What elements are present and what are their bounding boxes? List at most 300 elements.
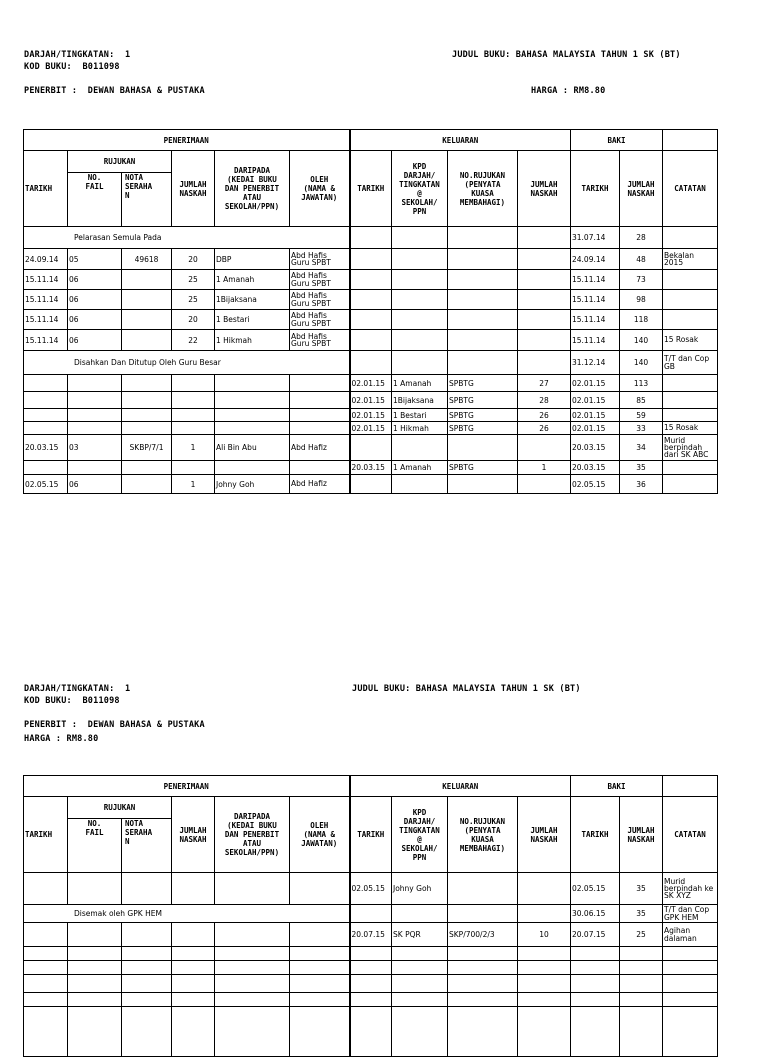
jumlah-naskah-cell: 1 <box>172 435 215 461</box>
tarikh-cell: 15.11.14 <box>24 330 68 351</box>
keluaran-jumlah-cell: 10 <box>518 923 571 947</box>
catatan-cell <box>663 392 718 409</box>
jumlah-naskah-cell <box>172 975 215 993</box>
tarikh-cell: 15.11.14 <box>24 290 68 310</box>
tarikh-cell: 20.03.15 <box>24 435 68 461</box>
oleh-cell <box>290 1007 350 1057</box>
baki-tarikh-cell: 31.12.14 <box>571 351 620 375</box>
tarikh-cell <box>24 873 68 905</box>
nota-serahan-cell <box>122 947 172 961</box>
catatan-cell <box>663 310 718 330</box>
oleh-cell: Abd Hafiz <box>290 435 350 461</box>
keluaran-tarikh-cell <box>350 310 392 330</box>
baki-jumlah-cell: 59 <box>620 409 663 422</box>
jumlah-naskah-cell <box>172 461 215 475</box>
no-rujukan-cell <box>448 993 518 1007</box>
no-fail-cell: 06 <box>68 475 122 494</box>
keluaran-jumlah-cell <box>518 435 571 461</box>
daripada-header: DARIPADA (KEDAI BUKU DAN PENERBIT ATAU SEKOLAH/PPN) <box>215 797 290 873</box>
oleh-cell: Abd Hafis Guru SPBT <box>290 270 350 290</box>
kod-buku-label-1: KOD BUKU: B011098 <box>24 62 120 72</box>
keluaran-jumlah-header: JUMLAH NASKAH <box>518 151 571 227</box>
table-row <box>24 1007 718 1057</box>
oleh-header: OLEH (NAMA & JAWATAN) <box>290 797 350 873</box>
jumlah-naskah-cell: 20 <box>172 310 215 330</box>
oleh-header: OLEH (NAMA & JAWATAN) <box>290 151 350 227</box>
baki-jumlah-cell <box>620 1007 663 1057</box>
catatan-header: CATATAN <box>663 151 718 227</box>
empty-cell <box>350 227 392 249</box>
no-fail-cell: 06 <box>68 270 122 290</box>
darjah-label-2: DARJAH/TINGKATAN: 1 <box>24 684 131 694</box>
baki-jumlah-cell: 113 <box>620 375 663 392</box>
table-row <box>24 975 718 993</box>
kpd-cell <box>392 975 448 993</box>
table-row <box>24 310 718 330</box>
empty-cell <box>518 351 571 375</box>
baki-jumlah-cell: 36 <box>620 475 663 494</box>
jumlah-naskah-cell <box>172 873 215 905</box>
tarikh-cell <box>24 422 68 435</box>
harga-label-1: HARGA : RM8.80 <box>531 86 606 96</box>
oleh-cell <box>290 993 350 1007</box>
kpd-cell: 1Bijaksana <box>392 392 448 409</box>
keluaran-jumlah-cell <box>518 290 571 310</box>
no-rujukan-cell <box>448 310 518 330</box>
daripada-cell: 1 Amanah <box>215 270 290 290</box>
baki-tarikh-cell: 02.01.15 <box>571 375 620 392</box>
empty-cell <box>392 227 448 249</box>
keluaran-tarikh-cell <box>350 435 392 461</box>
catatan-cell <box>663 975 718 993</box>
tarikh-cell: 15.11.14 <box>24 310 68 330</box>
nota-serahan-cell <box>122 270 172 290</box>
catatan-cell <box>663 993 718 1007</box>
baki-tarikh-cell: 15.11.14 <box>571 290 620 310</box>
empty-cell <box>392 905 448 923</box>
baki-jumlah-cell <box>620 961 663 975</box>
jumlah-naskah-header: JUMLAH NASKAH <box>172 797 215 873</box>
kpd-cell <box>392 475 448 494</box>
oleh-cell <box>290 409 350 422</box>
nota-serahan-cell <box>122 290 172 310</box>
keluaran-tarikh-cell: 02.01.15 <box>350 392 392 409</box>
daripada-cell <box>215 947 290 961</box>
baki-tarikh-cell <box>571 993 620 1007</box>
oleh-cell <box>290 923 350 947</box>
table-row <box>24 249 718 270</box>
nota-serahan-cell <box>122 975 172 993</box>
no-fail-cell <box>68 961 122 975</box>
no-fail-cell <box>68 993 122 1007</box>
daripada-cell <box>215 923 290 947</box>
baki-jumlah-cell: 48 <box>620 249 663 270</box>
keluaran-tarikh-header: TARIKH <box>350 151 392 227</box>
oleh-cell <box>290 947 350 961</box>
baki-tarikh-header: TARIKH <box>571 797 620 873</box>
table-row <box>24 270 718 290</box>
baki-tarikh-cell <box>571 947 620 961</box>
nota-serahan-cell <box>122 461 172 475</box>
catatan-cell <box>663 947 718 961</box>
tarikh-cell <box>24 392 68 409</box>
baki-jumlah-header: JUMLAH NASKAH <box>620 151 663 227</box>
catatan-cell <box>663 961 718 975</box>
baki-jumlah-cell: 85 <box>620 392 663 409</box>
keluaran-jumlah-cell <box>518 270 571 290</box>
blank-header <box>663 130 718 151</box>
rujukan-header: RUJUKAN <box>68 151 172 173</box>
keluaran-tarikh-cell <box>350 290 392 310</box>
no-rujukan-cell <box>448 947 518 961</box>
table-row <box>24 330 718 351</box>
penerimaan-header: PENERIMAAN <box>24 776 350 797</box>
no-fail-cell <box>68 422 122 435</box>
no-fail-header: NO. FAIL <box>68 173 122 227</box>
nota-serahan-cell <box>122 1007 172 1057</box>
nota-serahan-cell <box>122 993 172 1007</box>
table-row <box>24 475 718 494</box>
keluaran-tarikh-cell <box>350 270 392 290</box>
table-row <box>24 947 718 961</box>
keluaran-jumlah-cell: 28 <box>518 392 571 409</box>
no-rujukan-cell <box>448 330 518 351</box>
daripada-cell: Johny Goh <box>215 475 290 494</box>
empty-cell <box>448 227 518 249</box>
baki-tarikh-cell <box>571 975 620 993</box>
kpd-cell: 1 Hikmah <box>392 422 448 435</box>
table-row <box>24 905 718 923</box>
empty-cell <box>392 351 448 375</box>
kpd-header: KPD DARJAH/ TINGKATAN @ SEKOLAH/ PPN <box>392 151 448 227</box>
baki-jumlah-cell: 28 <box>620 227 663 249</box>
oleh-cell <box>290 975 350 993</box>
empty-cell <box>518 227 571 249</box>
keluaran-jumlah-cell: 27 <box>518 375 571 392</box>
keluaran-jumlah-cell <box>518 249 571 270</box>
no-rujukan-cell <box>448 975 518 993</box>
catatan-cell: T/T dan Cop GB <box>663 351 718 375</box>
no-rujukan-cell: SPBTG <box>448 422 518 435</box>
keluaran-tarikh-cell: 02.01.15 <box>350 375 392 392</box>
table-row <box>24 422 718 435</box>
jumlah-naskah-cell <box>172 375 215 392</box>
baki-header: BAKI <box>571 130 663 151</box>
keluaran-tarikh-cell <box>350 961 392 975</box>
table-row <box>24 461 718 475</box>
table-row <box>24 351 718 375</box>
oleh-cell: Abd Hafis Guru SPBT <box>290 249 350 270</box>
table-row <box>24 409 718 422</box>
no-rujukan-cell: SPBTG <box>448 461 518 475</box>
no-rujukan-cell: SPBTG <box>448 392 518 409</box>
jumlah-naskah-cell <box>172 422 215 435</box>
nota-serahan-cell <box>122 961 172 975</box>
tarikh-cell: 15.11.14 <box>24 270 68 290</box>
daripada-header: DARIPADA (KEDAI BUKU DAN PENERBIT ATAU SEKOLAH/PPN) <box>215 151 290 227</box>
keluaran-jumlah-cell <box>518 873 571 905</box>
jumlah-naskah-cell <box>172 923 215 947</box>
kpd-cell <box>392 249 448 270</box>
baki-jumlah-header: JUMLAH NASKAH <box>620 797 663 873</box>
baki-tarikh-cell <box>571 961 620 975</box>
daripada-cell <box>215 975 290 993</box>
no-fail-cell: 06 <box>68 310 122 330</box>
catatan-cell: 15 Rosak <box>663 330 718 351</box>
tarikh-cell <box>24 947 68 961</box>
nota-serahan-cell <box>122 375 172 392</box>
penerbit-label-2: PENERBIT : DEWAN BAHASA & PUSTAKA <box>24 720 205 730</box>
jumlah-naskah-cell <box>172 961 215 975</box>
no-fail-cell: 06 <box>68 290 122 310</box>
nota-serahan-cell <box>122 873 172 905</box>
baki-tarikh-cell: 02.05.15 <box>571 475 620 494</box>
daripada-cell <box>215 422 290 435</box>
keluaran-jumlah-cell: 26 <box>518 422 571 435</box>
jumlah-naskah-cell <box>172 409 215 422</box>
keluaran-jumlah-cell <box>518 1007 571 1057</box>
table-row <box>24 290 718 310</box>
tarikh-cell: 24.09.14 <box>24 249 68 270</box>
keluaran-jumlah-cell: 1 <box>518 461 571 475</box>
no-rujukan-header: NO.RUJUKAN (PENYATA KUASA MEMBAHAGI) <box>448 151 518 227</box>
oleh-cell <box>290 961 350 975</box>
catatan-cell <box>663 461 718 475</box>
keluaran-tarikh-cell <box>350 1007 392 1057</box>
kpd-cell: SK PQR <box>392 923 448 947</box>
row-note: Disemak oleh GPK HEM <box>24 905 350 923</box>
no-rujukan-cell <box>448 270 518 290</box>
baki-jumlah-cell: 35 <box>620 461 663 475</box>
keluaran-tarikh-cell: 02.05.15 <box>350 873 392 905</box>
harga-label-2: HARGA : RM8.80 <box>24 734 99 744</box>
keluaran-tarikh-cell <box>350 249 392 270</box>
baki-tarikh-cell: 02.05.15 <box>571 873 620 905</box>
baki-jumlah-cell: 33 <box>620 422 663 435</box>
catatan-cell <box>663 375 718 392</box>
no-fail-cell: 03 <box>68 435 122 461</box>
jumlah-naskah-cell <box>172 1007 215 1057</box>
baki-tarikh-cell: 15.11.14 <box>571 330 620 351</box>
keluaran-jumlah-cell <box>518 947 571 961</box>
baki-jumlah-cell <box>620 975 663 993</box>
catatan-cell <box>663 1007 718 1057</box>
keluaran-jumlah-cell <box>518 961 571 975</box>
keluaran-jumlah-cell: 26 <box>518 409 571 422</box>
nota-serahan-header: NOTA SERAHA N <box>122 819 172 873</box>
baki-tarikh-cell: 20.03.15 <box>571 435 620 461</box>
kpd-cell <box>392 947 448 961</box>
no-rujukan-cell: SKP/700/2/3 <box>448 923 518 947</box>
nota-serahan-cell <box>122 330 172 351</box>
tarikh-cell: 02.05.15 <box>24 475 68 494</box>
daripada-cell <box>215 873 290 905</box>
baki-tarikh-cell: 24.09.14 <box>571 249 620 270</box>
baki-jumlah-cell: 140 <box>620 330 663 351</box>
keluaran-jumlah-cell <box>518 975 571 993</box>
keluaran-header: KELUARAN <box>350 776 571 797</box>
tarikh-cell <box>24 461 68 475</box>
catatan-cell <box>663 227 718 249</box>
oleh-cell: Abd Hafiz <box>290 475 350 494</box>
no-rujukan-cell <box>448 290 518 310</box>
oleh-cell <box>290 392 350 409</box>
baki-jumlah-cell: 140 <box>620 351 663 375</box>
kpd-cell <box>392 310 448 330</box>
nota-serahan-cell <box>122 392 172 409</box>
keluaran-tarikh-cell: 02.01.15 <box>350 409 392 422</box>
keluaran-tarikh-header: TARIKH <box>350 797 392 873</box>
jumlah-naskah-cell: 22 <box>172 330 215 351</box>
baki-tarikh-cell <box>571 1007 620 1057</box>
no-fail-cell <box>68 947 122 961</box>
catatan-cell <box>663 409 718 422</box>
keluaran-tarikh-cell: 02.01.15 <box>350 422 392 435</box>
keluaran-tarikh-cell <box>350 947 392 961</box>
daripada-cell: 1 Hikmah <box>215 330 290 351</box>
oleh-cell <box>290 422 350 435</box>
catatan-cell <box>663 290 718 310</box>
empty-cell <box>448 351 518 375</box>
no-rujukan-cell <box>448 873 518 905</box>
keluaran-header: KELUARAN <box>350 130 571 151</box>
keluaran-jumlah-cell <box>518 475 571 494</box>
kpd-cell: Johny Goh <box>392 873 448 905</box>
daripada-cell: DBP <box>215 249 290 270</box>
judul-buku-label-2: JUDUL BUKU: BAHASA MALAYSIA TAHUN 1 SK (BT) <box>352 684 581 694</box>
keluaran-jumlah-header: JUMLAH NASKAH <box>518 797 571 873</box>
nota-serahan-header: NOTA SERAHA N <box>122 173 172 227</box>
kpd-cell: 1 Bestari <box>392 409 448 422</box>
penerimaan-header: PENERIMAAN <box>24 130 350 151</box>
table-row <box>24 435 718 461</box>
no-fail-header: NO. FAIL <box>68 819 122 873</box>
tarikh-cell <box>24 961 68 975</box>
daripada-cell: Ali Bin Abu <box>215 435 290 461</box>
jumlah-naskah-cell: 20 <box>172 249 215 270</box>
no-rujukan-cell <box>448 961 518 975</box>
tarikh-header: TARIKH <box>24 151 68 227</box>
keluaran-tarikh-cell <box>350 993 392 1007</box>
keluaran-tarikh-cell: 20.03.15 <box>350 461 392 475</box>
daripada-cell: 1 Bestari <box>215 310 290 330</box>
baki-tarikh-cell: 20.07.15 <box>571 923 620 947</box>
table-row <box>24 873 718 905</box>
empty-cell <box>448 905 518 923</box>
baki-jumlah-cell: 118 <box>620 310 663 330</box>
row-note: Pelarasan Semula Pada <box>24 227 350 249</box>
nota-serahan-cell <box>122 422 172 435</box>
nota-serahan-cell: SKBP/7/1 <box>122 435 172 461</box>
no-fail-cell: 06 <box>68 330 122 351</box>
daripada-cell: 1Bijaksana <box>215 290 290 310</box>
baki-tarikh-header: TARIKH <box>571 151 620 227</box>
empty-cell <box>350 905 392 923</box>
tarikh-cell <box>24 1007 68 1057</box>
tarikh-cell <box>24 923 68 947</box>
empty-cell <box>350 351 392 375</box>
baki-tarikh-cell: 31.07.14 <box>571 227 620 249</box>
no-rujukan-cell: SPBTG <box>448 409 518 422</box>
blank-header <box>663 776 718 797</box>
keluaran-tarikh-cell <box>350 330 392 351</box>
nota-serahan-cell <box>122 310 172 330</box>
keluaran-tarikh-cell <box>350 975 392 993</box>
keluaran-jumlah-cell <box>518 310 571 330</box>
kpd-cell: 1 Amanah <box>392 461 448 475</box>
baki-tarikh-cell: 02.01.15 <box>571 409 620 422</box>
table-row <box>24 961 718 975</box>
no-rujukan-cell <box>448 1007 518 1057</box>
baki-tarikh-cell: 15.11.14 <box>571 310 620 330</box>
baki-tarikh-cell: 20.03.15 <box>571 461 620 475</box>
catatan-cell: Murid berpindah dari SK ABC <box>663 435 718 461</box>
nota-serahan-cell <box>122 923 172 947</box>
jumlah-naskah-cell: 1 <box>172 475 215 494</box>
kpd-cell <box>392 993 448 1007</box>
empty-cell <box>518 905 571 923</box>
no-fail-cell <box>68 873 122 905</box>
jumlah-naskah-cell: 25 <box>172 270 215 290</box>
nota-serahan-cell <box>122 409 172 422</box>
row-note: Disahkan Dan Ditutup Oleh Guru Besar <box>24 351 350 375</box>
baki-tarikh-cell: 30.06.15 <box>571 905 620 923</box>
catatan-cell: Bekalan 2015 <box>663 249 718 270</box>
kpd-cell: 1 Amanah <box>392 375 448 392</box>
baki-jumlah-cell: 35 <box>620 873 663 905</box>
rujukan-header: RUJUKAN <box>68 797 172 819</box>
table-row <box>24 392 718 409</box>
penerbit-label-1: PENERBIT : DEWAN BAHASA & PUSTAKA <box>24 86 205 96</box>
table-row <box>24 923 718 947</box>
no-fail-cell <box>68 1007 122 1057</box>
stock-ledger-table-1 <box>23 129 718 494</box>
catatan-cell: Murid berpindah ke SK XYZ <box>663 873 718 905</box>
baki-tarikh-cell: 15.11.14 <box>571 270 620 290</box>
baki-jumlah-cell <box>620 947 663 961</box>
no-fail-cell <box>68 975 122 993</box>
keluaran-jumlah-cell <box>518 330 571 351</box>
kpd-cell <box>392 270 448 290</box>
judul-buku-label-1: JUDUL BUKU: BAHASA MALAYSIA TAHUN 1 SK (BT) <box>452 50 681 60</box>
table-row <box>24 375 718 392</box>
darjah-label-1: DARJAH/TINGKATAN: 1 <box>24 50 131 60</box>
daripada-cell <box>215 961 290 975</box>
no-rujukan-cell <box>448 475 518 494</box>
baki-jumlah-cell: 98 <box>620 290 663 310</box>
kpd-cell <box>392 435 448 461</box>
catatan-header: CATATAN <box>663 797 718 873</box>
kpd-cell <box>392 1007 448 1057</box>
jumlah-naskah-cell: 25 <box>172 290 215 310</box>
catatan-cell: T/T dan Cop GPK HEM <box>663 905 718 923</box>
no-rujukan-cell <box>448 435 518 461</box>
baki-jumlah-cell: 35 <box>620 905 663 923</box>
keluaran-tarikh-cell <box>350 475 392 494</box>
baki-tarikh-cell: 02.01.15 <box>571 422 620 435</box>
oleh-cell <box>290 461 350 475</box>
no-fail-cell <box>68 461 122 475</box>
nota-serahan-cell <box>122 475 172 494</box>
tarikh-header: TARIKH <box>24 797 68 873</box>
daripada-cell <box>215 1007 290 1057</box>
jumlah-naskah-header: JUMLAH NASKAH <box>172 151 215 227</box>
daripada-cell <box>215 461 290 475</box>
no-fail-cell <box>68 409 122 422</box>
oleh-cell: Abd Hafis Guru SPBT <box>290 330 350 351</box>
stock-ledger-table-2 <box>23 775 718 1057</box>
kod-buku-label-2: KOD BUKU: B011098 <box>24 696 120 706</box>
